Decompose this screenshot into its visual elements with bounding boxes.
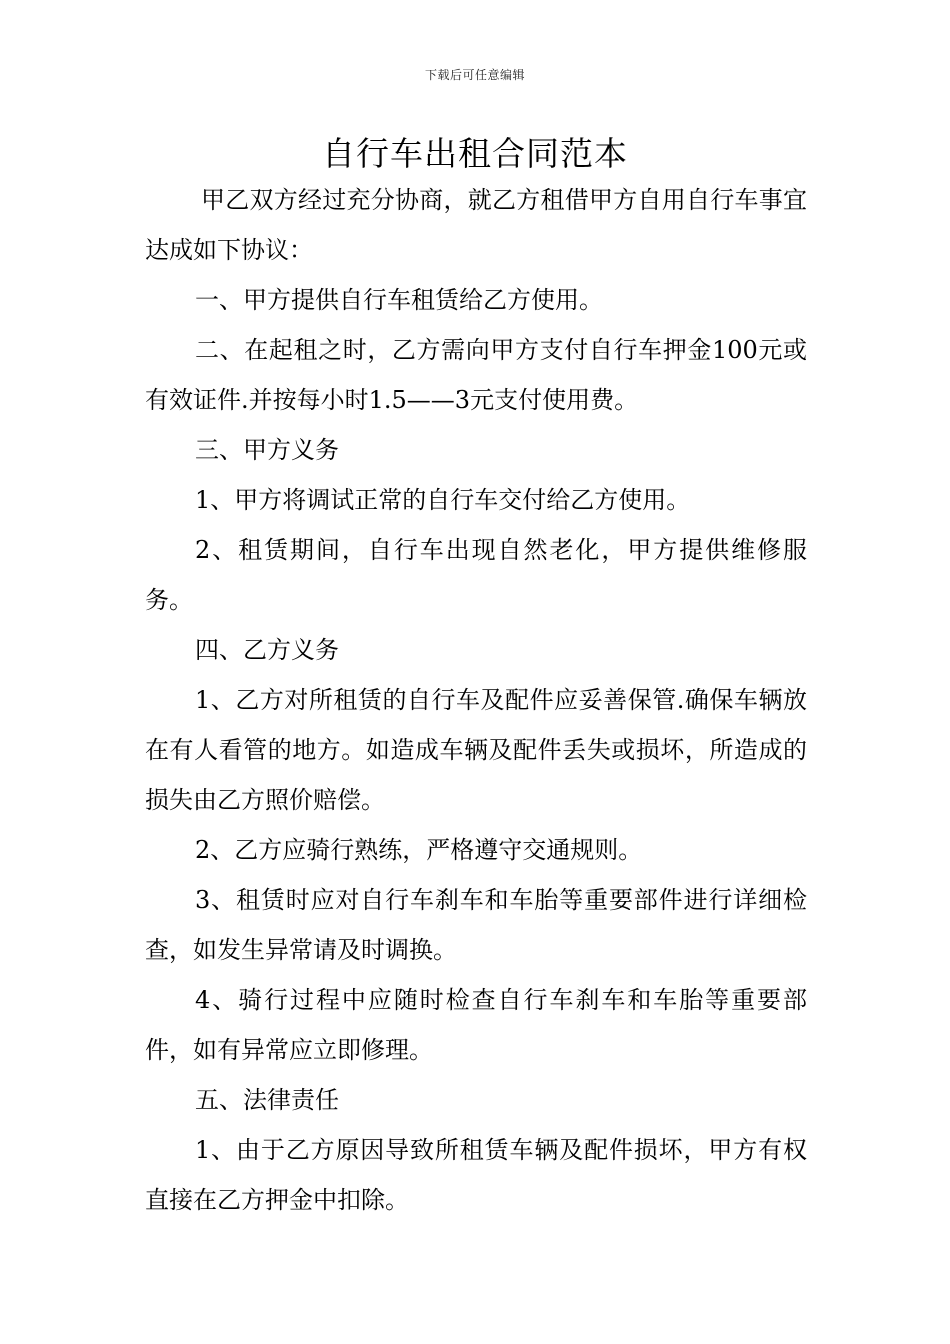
contract-body [145,175,807,1225]
section-heading-party-b-duties: 四、乙方义务 [195,636,339,664]
intro-paragraph: 甲乙双方经过充分协商，就乙方租借甲方自用自行车事宜达成如下协议： [145,186,807,264]
party-b-duty-1: 1、乙方对所租赁的自行车及配件应妥善保管.确保车辆放在有人看管的地方。如造成车辆及配件丢失或损坏，所造成的损失由乙方照价赔偿。 [145,686,807,814]
legal-liability-1: 1、由于乙方原因导致所租赁车辆及配件损坏，甲方有权直接在乙方押金中扣除。 [145,1136,807,1214]
document-title: 自行车出租合同范本 [322,134,628,173]
party-b-duty-4: 4、骑行过程中应随时检查自行车刹车和车胎等重要部件，如有异常应立即修理。 [145,986,807,1064]
clause-1: 一、甲方提供自行车租赁给乙方使用。 [195,286,603,314]
section-heading-party-a-duties: 三、甲方义务 [195,436,339,464]
party-b-duty-3: 3、租赁时应对自行车刹车和车胎等重要部件进行详细检查，如发生异常请及时调换。 [145,886,807,964]
section-heading-legal-liability: 五、法律责任 [195,1086,339,1114]
party-a-duty-2: 2、租赁期间，自行车出现自然老化，甲方提供维修服务。 [145,536,807,614]
party-b-duty-2: 2、乙方应骑行熟练，严格遵守交通规则。 [195,836,643,864]
header-note: 下载后可任意编辑 [424,68,525,82]
party-a-duty-1: 1、甲方将调试正常的自行车交付给乙方使用。 [195,486,691,514]
clause-2: 二、在起租之时，乙方需向甲方支付自行车押金100元或有效证件.并按每小时1.5——3元支付使用费。 [145,336,807,414]
